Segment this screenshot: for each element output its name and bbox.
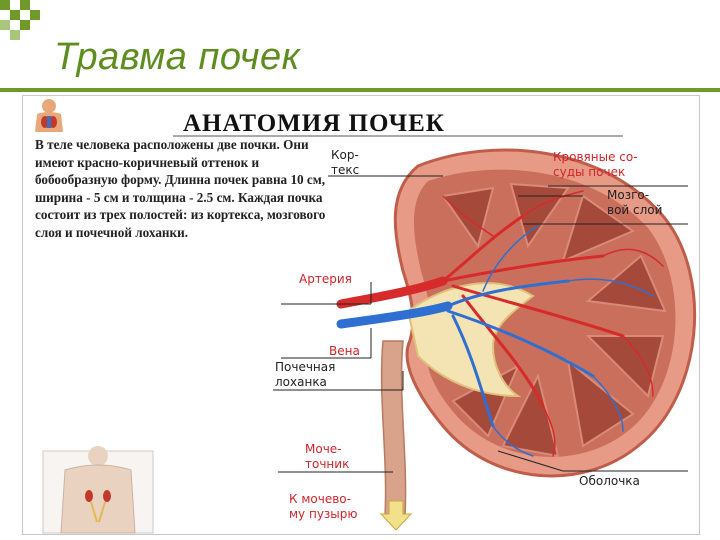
human-torso-icon bbox=[35, 99, 63, 132]
figure-heading: АНАТОМИЯ ПОЧЕК bbox=[183, 110, 445, 137]
label-to-bladder: К мочево- му пузырю bbox=[289, 492, 358, 521]
title-divider bbox=[0, 88, 720, 92]
label-artery: Артерия bbox=[299, 272, 352, 286]
figure-description: В теле человека расположены две почки. Они имеют красно-коричневый оттенок и бобообразную форму. Длинна почек равна 10 см, ширина - 5 см и толщина - 2.5 см. Каждая почка состоит из трех полостей: из кортекса, мозгового слоя и почечной лоханки. bbox=[35, 137, 326, 240]
label-ureter: Моче- точник bbox=[305, 442, 350, 471]
kidney-anatomy-figure bbox=[22, 95, 700, 535]
label-vein: Вена bbox=[329, 344, 360, 358]
label-medulla: Мозго- вой слой bbox=[607, 188, 663, 217]
decorative-checker-pattern bbox=[0, 0, 60, 40]
label-cortex: Кор- текс bbox=[331, 148, 360, 177]
label-capsule: Оболочка bbox=[579, 474, 640, 488]
label-blood-vessels: Кровяные со- суды почек bbox=[553, 150, 638, 179]
human-body-kidneys-icon bbox=[43, 446, 153, 533]
label-renal-pelvis: Почечная лоханка bbox=[275, 360, 336, 389]
slide-title: Травма почек bbox=[54, 36, 301, 78]
